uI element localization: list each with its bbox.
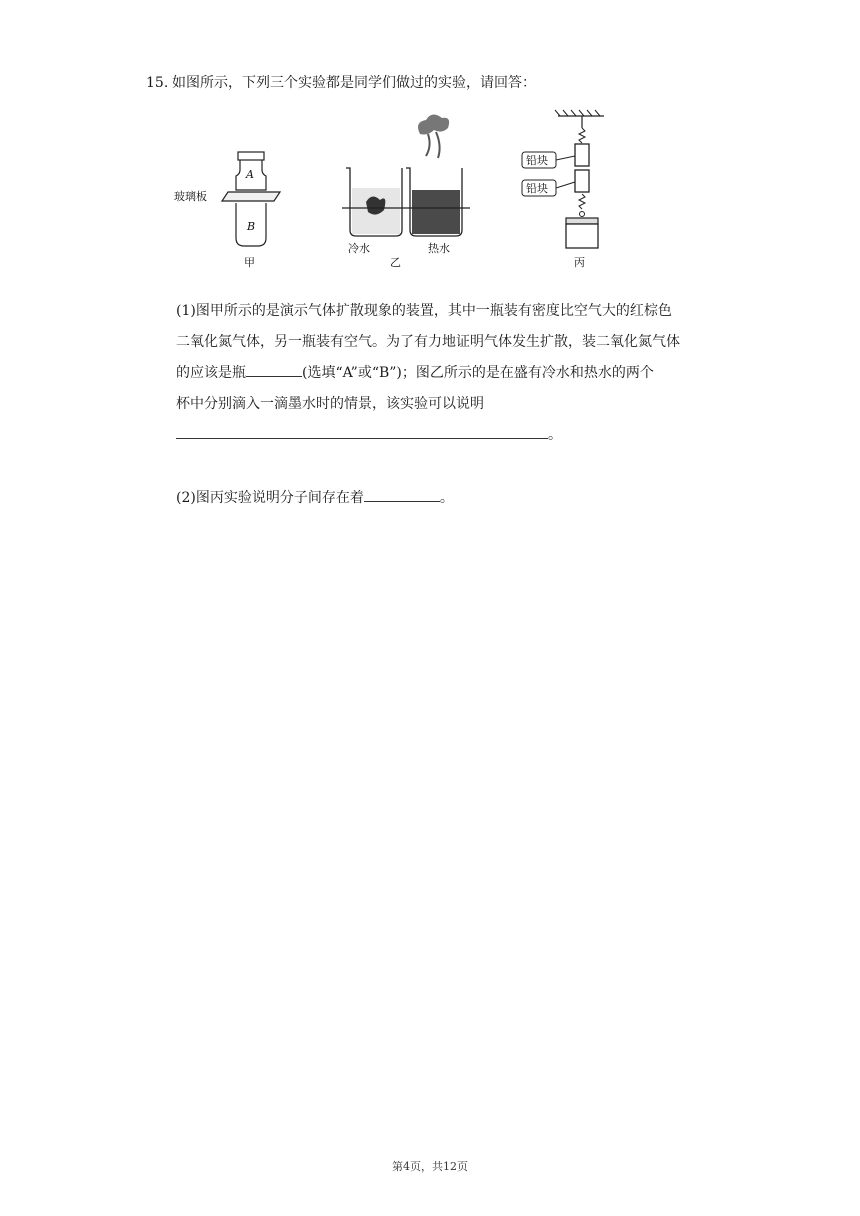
part-1 [176, 296, 736, 451]
question-number: 15. [146, 75, 169, 91]
part-2-text: (2)图丙实验说明分子间存在着 [176, 490, 364, 506]
caption-jia: 甲 [244, 256, 255, 269]
experiment-figure [170, 108, 610, 276]
lead-block-label-2: 铅块 [526, 182, 548, 195]
part-1-line-3-after: (选填“A”或“B”)；图乙所示的是在盛有冷水和热水的两个 [302, 365, 654, 381]
answer-blank-1[interactable] [246, 362, 302, 377]
question-stem [146, 72, 536, 94]
figure-bing [522, 110, 604, 269]
part-1-line-5-end: 。 [548, 427, 562, 443]
part-1-line-4: 杯中分别滴入一滴墨水时的情景，该实验可以说明 [176, 396, 484, 412]
figure-jia [174, 152, 280, 269]
caption-yi: 乙 [390, 256, 401, 269]
bottle-b-label: B [247, 220, 256, 233]
lead-block-label-1: 铅块 [526, 154, 548, 167]
page-footer: 第4页，共12页 [392, 1160, 468, 1173]
part-1-line-3 [176, 358, 736, 389]
figure-yi [342, 114, 470, 269]
glass-plate-label: 玻璃板 [174, 190, 207, 203]
part-1-line-3-before: 的应该是瓶 [176, 365, 246, 381]
caption-bing: 丙 [574, 256, 585, 269]
part-1-line-5 [176, 420, 736, 451]
part-1-line-2: 二氧化氮气体，另一瓶装有空气。为了有力地证明气体发生扩散，装二氧化氮气体 [176, 334, 680, 350]
answer-blank-2[interactable] [176, 424, 548, 439]
answer-blank-3[interactable] [364, 487, 440, 502]
bottle-a-label: A [246, 168, 254, 181]
cold-water-label: 冷水 [348, 242, 370, 255]
part-2-end: 。 [439, 490, 454, 506]
hot-water-label: 热水 [428, 242, 450, 255]
question-text: 如图所示，下列三个实验都是同学们做过的实验，请回答： [172, 75, 536, 91]
part-2 [176, 483, 736, 514]
part-1-line-1: (1)图甲所示的是演示气体扩散现象的装置，其中一瓶装有密度比空气大的红棕色 [176, 303, 672, 319]
